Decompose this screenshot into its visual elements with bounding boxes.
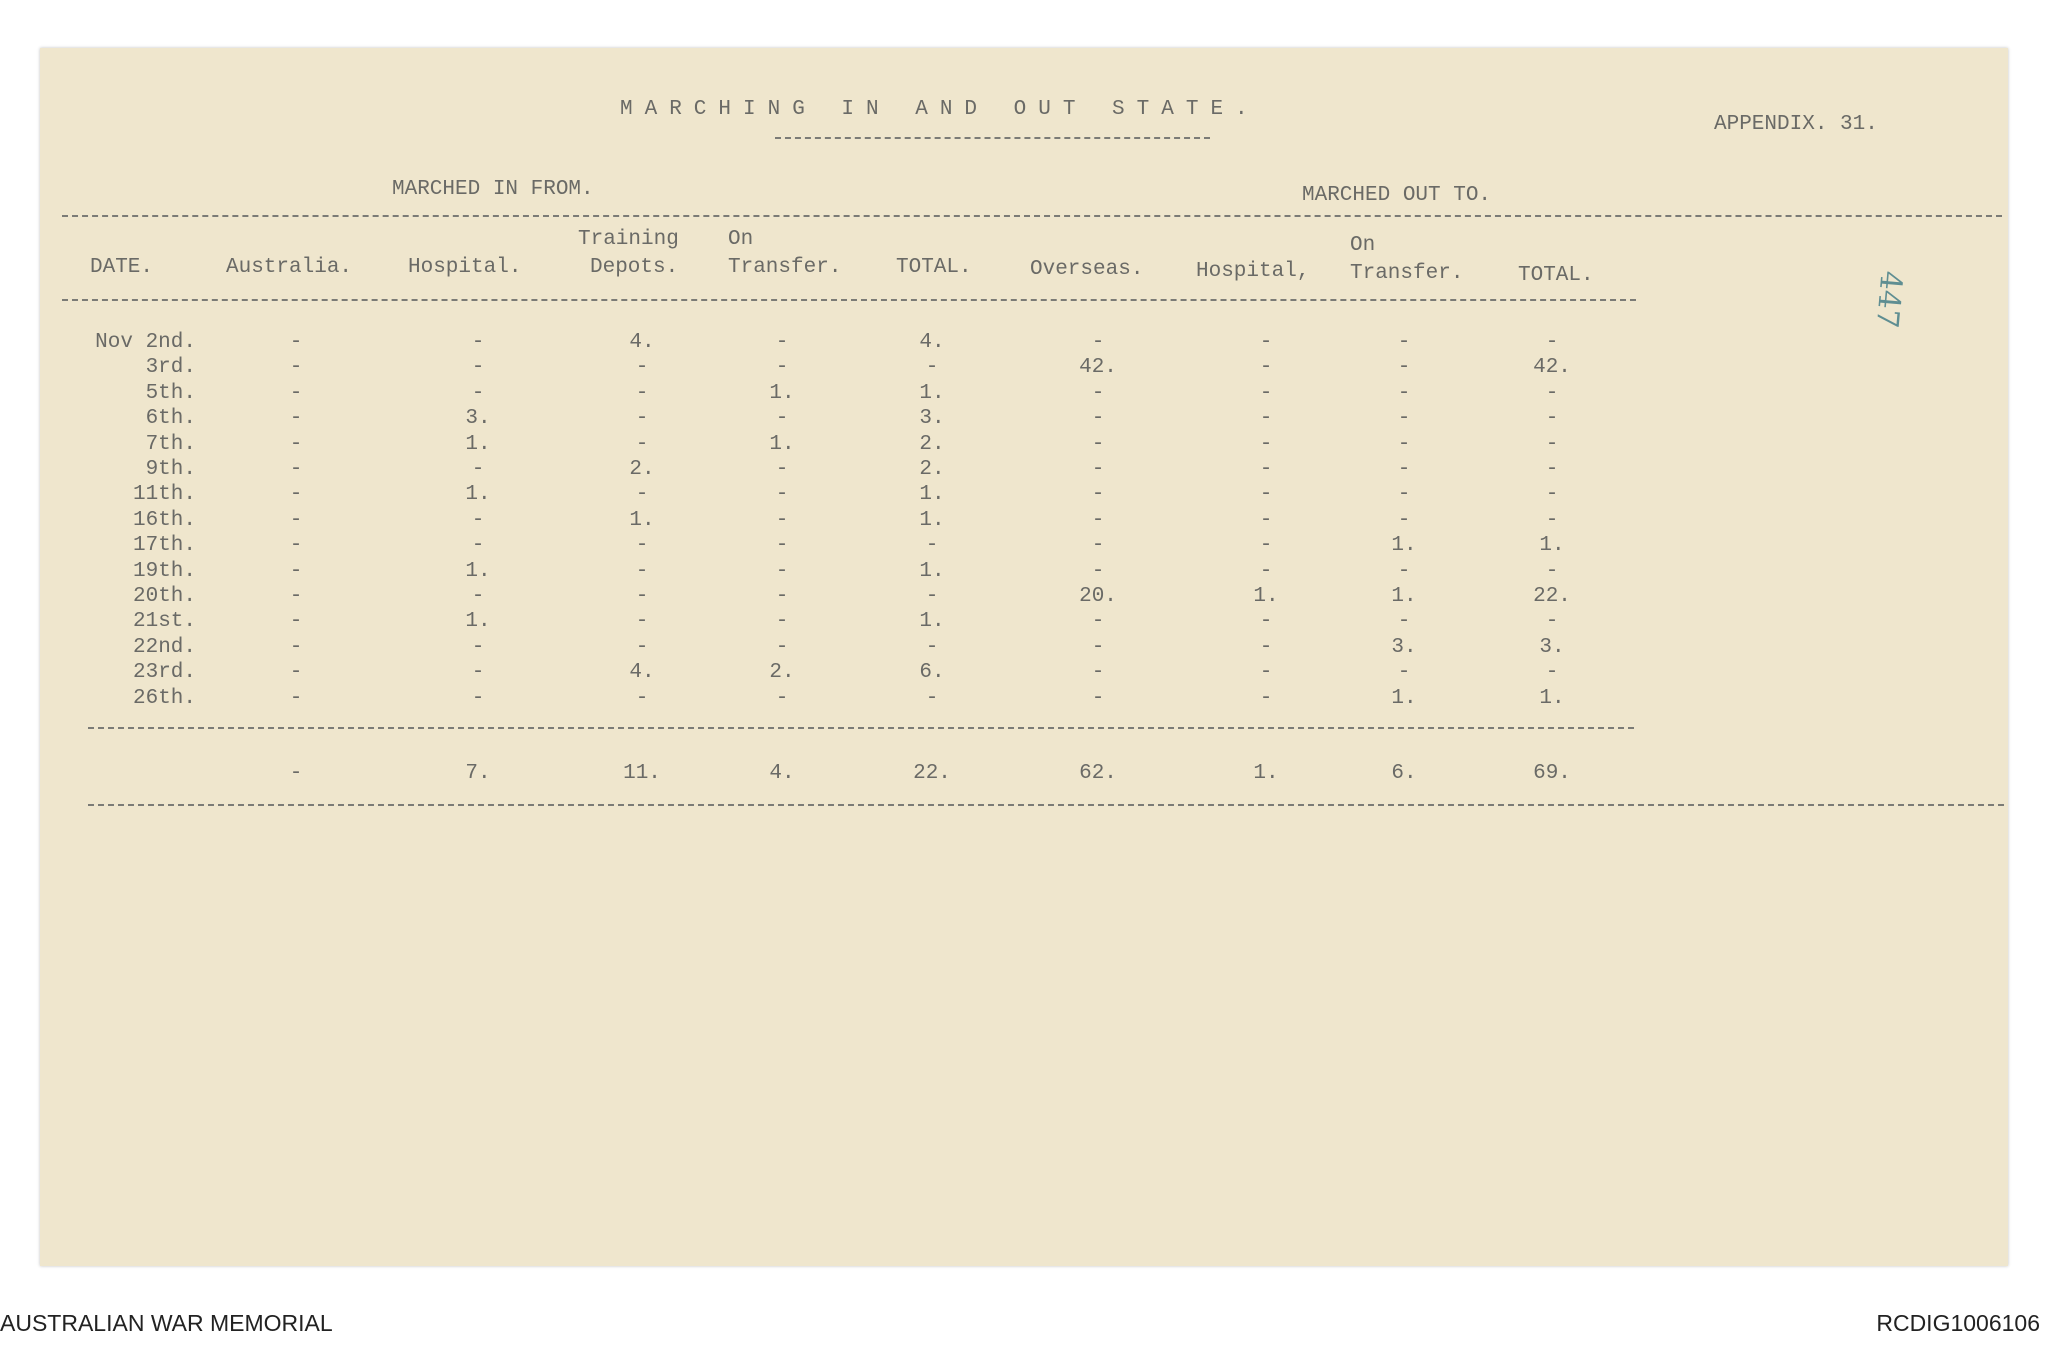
cell-australia: - (289, 432, 303, 456)
row-date: Nov 2nd. (95, 331, 196, 354)
cell-overseas: - (1091, 534, 1105, 558)
cell-australia: - (289, 585, 303, 608)
cell-total-out: - (1545, 381, 1559, 405)
cell-total-in: 2. (919, 432, 945, 456)
cell-training: - (635, 534, 649, 558)
cell-total-out: 42. (1533, 356, 1571, 380)
cell-total-out: 3. (1539, 635, 1565, 659)
rows-rule-bottom (88, 727, 1634, 729)
footer-id: RCDIG1006106 (1876, 1310, 2040, 1336)
cell-training: - (635, 356, 649, 380)
cell-training: - (635, 686, 649, 710)
cell-overseas: - (1091, 635, 1105, 659)
cell-hospital: 1. (465, 559, 491, 583)
cell-overseas: - (1091, 381, 1105, 405)
cell-hospital: - (471, 458, 485, 481)
header-transfer-in-top: On (728, 228, 754, 251)
cell-training: - (635, 483, 649, 507)
cell-hospital: - (471, 381, 485, 405)
total-training: 11. (623, 762, 661, 785)
cell-total-out: 1. (1539, 534, 1565, 558)
row-date: 7th. (145, 432, 196, 456)
handwritten-folio-number: 447 (1868, 269, 1909, 330)
header-hospital-in: Hospital. (408, 256, 522, 279)
cell-training: - (635, 635, 649, 659)
cell-transfer-in: - (775, 458, 789, 481)
cell-australia: - (289, 635, 303, 659)
header-rule-top (62, 215, 2002, 217)
cell-training: - (635, 559, 649, 583)
cell-total-out: 22. (1533, 585, 1571, 608)
cell-transfer-out: - (1397, 508, 1411, 532)
cell-australia: - (289, 686, 303, 710)
cell-total-out: - (1545, 661, 1559, 685)
cell-training: 4. (629, 661, 655, 685)
total-australia: - (289, 762, 303, 785)
header-transfer-out-bottom: Transfer. (1350, 262, 1464, 285)
total-transfer-out: 6. (1391, 762, 1417, 785)
cell-hospital: - (471, 635, 485, 659)
cell-transfer-out: - (1397, 483, 1411, 507)
cell-transfer-in: - (775, 483, 789, 507)
cell-transfer-out: - (1397, 661, 1411, 685)
row-date: 21st. (132, 610, 196, 634)
header-training-bottom: Depots. (590, 256, 679, 279)
total-hospital: 7. (465, 762, 491, 785)
cell-hospital: 1. (465, 432, 491, 456)
cell-training: - (635, 432, 649, 456)
row-date: 22nd. (132, 635, 196, 659)
cell-overseas: - (1091, 686, 1105, 710)
cell-hospital-out: 1. (1253, 585, 1279, 608)
total-hospital-out: 1. (1253, 762, 1279, 785)
cell-total-in: 1. (919, 483, 945, 507)
cell-overseas: - (1091, 508, 1105, 532)
header-rule-bottom (62, 299, 1636, 301)
cell-transfer-out: - (1397, 356, 1411, 380)
cell-overseas: - (1091, 610, 1105, 634)
total-transfer-in: 4. (769, 762, 795, 785)
cell-total-out: - (1545, 610, 1559, 634)
cell-overseas: - (1091, 407, 1105, 431)
cell-hospital-out: - (1259, 483, 1273, 507)
row-date: 23rd. (132, 661, 196, 685)
cell-total-in: 2. (919, 458, 945, 481)
cell-training: 2. (629, 458, 655, 481)
total-total-in: 22. (913, 762, 951, 785)
cell-hospital: - (471, 661, 485, 685)
cell-training: 4. (629, 331, 655, 354)
header-hospital-out: Hospital, (1196, 260, 1310, 283)
cell-transfer-in: - (775, 686, 789, 710)
cell-australia: - (289, 559, 303, 583)
cell-australia: - (289, 407, 303, 431)
header-total-in: TOTAL. (896, 256, 972, 279)
cell-australia: - (289, 458, 303, 481)
cell-total-out: - (1545, 331, 1559, 354)
cell-training: - (635, 407, 649, 431)
header-date: DATE. (90, 256, 154, 279)
cell-transfer-in: - (775, 407, 789, 431)
appendix-label: APPENDIX. 31. (1714, 113, 1878, 136)
cell-total-in: 1. (919, 610, 945, 634)
cell-total-in: - (925, 635, 939, 659)
row-date: 26th. (132, 686, 196, 710)
document-title: MARCHING IN AND OUT STATE. (620, 98, 1260, 121)
cell-hospital-out: - (1259, 356, 1273, 380)
cell-australia: - (289, 331, 303, 354)
total-total-out: 69. (1533, 762, 1571, 785)
cell-hospital-out: - (1259, 534, 1273, 558)
cell-total-in: - (925, 585, 939, 608)
cell-hospital-out: - (1259, 381, 1273, 405)
cell-overseas: - (1091, 432, 1105, 456)
cell-hospital-out: - (1259, 635, 1273, 659)
cell-hospital-out: - (1259, 331, 1273, 354)
cell-total-out: 1. (1539, 686, 1565, 710)
header-transfer-out-top: On (1350, 234, 1376, 257)
cell-total-in: 1. (919, 381, 945, 405)
cell-transfer-in: - (775, 559, 789, 583)
totals-rule (88, 804, 2004, 806)
row-date: 19th. (132, 559, 196, 583)
cell-australia: - (289, 610, 303, 634)
header-transfer-in-bottom: Transfer. (728, 256, 842, 279)
row-date: 20th. (132, 585, 196, 608)
cell-transfer-in: - (775, 635, 789, 659)
cell-australia: - (289, 356, 303, 380)
cell-hospital: - (471, 508, 485, 532)
cell-total-out: - (1545, 458, 1559, 481)
cell-transfer-out: - (1397, 432, 1411, 456)
cell-total-out: - (1545, 508, 1559, 532)
cell-transfer-out: - (1397, 381, 1411, 405)
cell-hospital: 3. (465, 407, 491, 431)
cell-total-in: - (925, 356, 939, 380)
row-date: 5th. (145, 381, 196, 405)
cell-australia: - (289, 661, 303, 685)
cell-total-in: 1. (919, 508, 945, 532)
cell-transfer-out: 1. (1391, 686, 1417, 710)
row-date: 16th. (132, 508, 196, 532)
cell-total-in: 3. (919, 407, 945, 431)
cell-transfer-out: - (1397, 407, 1411, 431)
cell-australia: - (289, 483, 303, 507)
cell-overseas: - (1091, 661, 1105, 685)
marched-in-heading: MARCHED IN FROM. (392, 178, 594, 201)
cell-total-out: - (1545, 559, 1559, 583)
cell-hospital: - (471, 331, 485, 354)
cell-training: 1. (629, 508, 655, 532)
row-date: 6th. (145, 407, 196, 431)
cell-transfer-out: - (1397, 458, 1411, 481)
cell-hospital-out: - (1259, 559, 1273, 583)
cell-total-out: - (1545, 407, 1559, 431)
cell-transfer-in: - (775, 356, 789, 380)
cell-transfer-in: - (775, 610, 789, 634)
cell-total-in: 4. (919, 331, 945, 354)
cell-australia: - (289, 381, 303, 405)
cell-transfer-in: 1. (769, 432, 795, 456)
cell-transfer-in: 2. (769, 661, 795, 685)
cell-hospital-out: - (1259, 610, 1273, 634)
cell-hospital: 1. (465, 483, 491, 507)
cell-hospital: - (471, 534, 485, 558)
row-date: 9th. (145, 458, 196, 481)
cell-hospital-out: - (1259, 661, 1273, 685)
cell-training: - (635, 381, 649, 405)
cell-australia: - (289, 534, 303, 558)
row-date: 17th. (132, 534, 196, 558)
header-total-out: TOTAL. (1518, 264, 1594, 287)
row-date: 3rd. (145, 356, 196, 380)
cell-overseas: - (1091, 483, 1105, 507)
cell-total-in: 1. (919, 559, 945, 583)
cell-transfer-in: - (775, 585, 789, 608)
footer-source: AUSTRALIAN WAR MEMORIAL (0, 1310, 333, 1336)
cell-transfer-in: 1. (769, 381, 795, 405)
cell-total-out: - (1545, 432, 1559, 456)
header-australia: Australia. (226, 256, 353, 279)
cell-hospital-out: - (1259, 508, 1273, 532)
cell-transfer-out: 3. (1391, 635, 1417, 659)
cell-total-in: - (925, 534, 939, 558)
title-underline (775, 137, 1210, 139)
cell-hospital: 1. (465, 610, 491, 634)
cell-training: - (635, 610, 649, 634)
cell-total-in: 6. (919, 661, 945, 685)
cell-overseas: 42. (1079, 356, 1117, 380)
cell-transfer-in: - (775, 331, 789, 354)
cell-hospital: - (471, 585, 485, 608)
cell-transfer-in: - (775, 534, 789, 558)
cell-transfer-out: - (1397, 610, 1411, 634)
cell-hospital: - (471, 356, 485, 380)
cell-transfer-in: - (775, 508, 789, 532)
marched-out-heading: MARCHED OUT TO. (1302, 184, 1492, 207)
cell-total-out: - (1545, 483, 1559, 507)
cell-transfer-out: 1. (1391, 585, 1417, 608)
cell-total-in: - (925, 686, 939, 710)
cell-overseas: - (1091, 458, 1105, 481)
cell-hospital-out: - (1259, 407, 1273, 431)
cell-transfer-out: - (1397, 331, 1411, 354)
header-training-top: Training (578, 228, 679, 251)
cell-transfer-out: - (1397, 559, 1411, 583)
cell-australia: - (289, 508, 303, 532)
cell-overseas: - (1091, 331, 1105, 354)
cell-training: - (635, 585, 649, 608)
cell-transfer-out: 1. (1391, 534, 1417, 558)
cell-overseas: 20. (1079, 585, 1117, 608)
row-date: 11th. (132, 483, 196, 507)
header-overseas: Overseas. (1030, 258, 1144, 281)
total-overseas: 62. (1079, 762, 1117, 785)
cell-hospital-out: - (1259, 458, 1273, 481)
cell-hospital-out: - (1259, 686, 1273, 710)
cell-hospital: - (471, 686, 485, 710)
cell-hospital-out: - (1259, 432, 1273, 456)
cell-overseas: - (1091, 559, 1105, 583)
